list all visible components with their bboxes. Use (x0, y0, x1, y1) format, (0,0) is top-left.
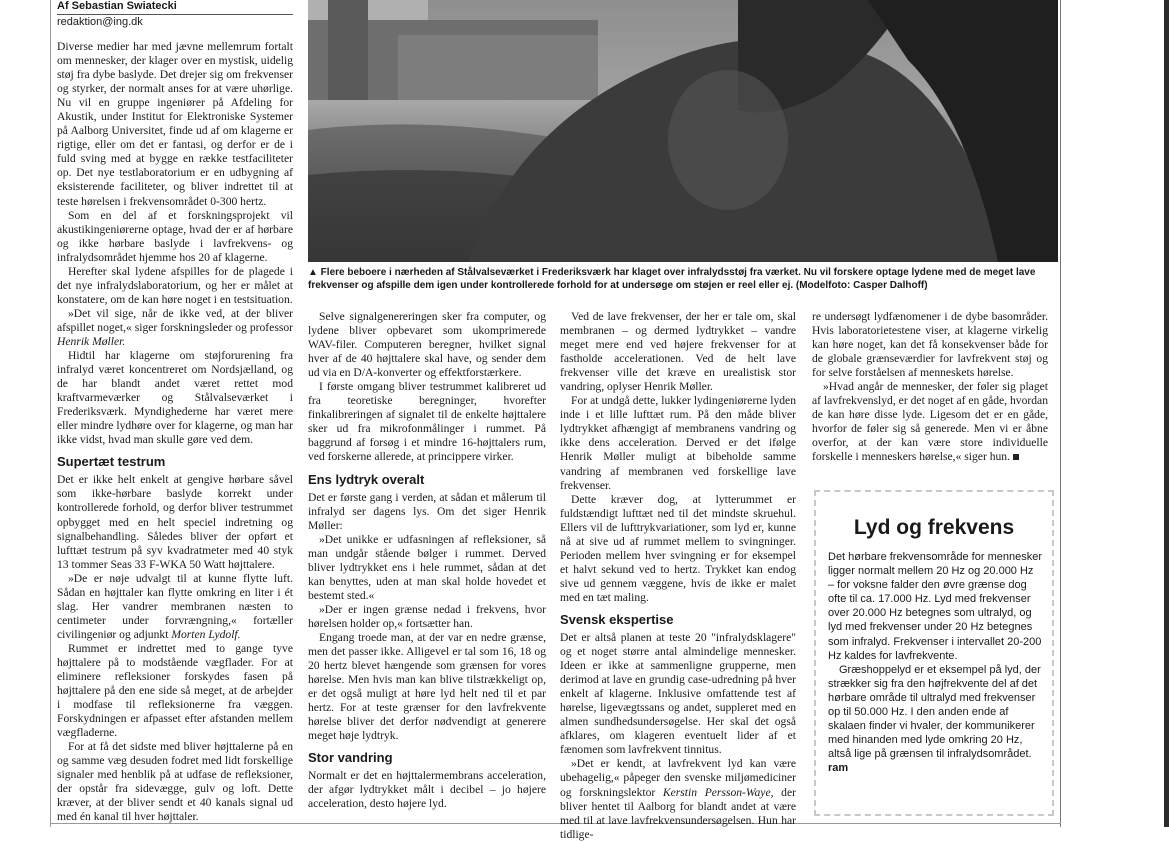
paragraph: Ved de lave frekvenser, der her er tale om, skal membranen – og dermed lydtrykket – vandre meget mere end ved højere frekvenser for at fastholde accelerationen. Ved de helt lave frekvenser ville det kræve en urealistisk stor vandring, oplyser Henrik Møller. (560, 310, 796, 394)
quote-text: der bliver hentet til Aalborg for blandt andet at være med til at lave lavfrekvensundersøgelsen. Hun har tidlige- (560, 785, 796, 841)
paragraph: Det hørbare frekvensområde for mennesker ligger normalt mellem 20 Hz og 20.000 Hz – for voksne falder den øvre grænse dog ofte til ca. 17.000 Hz. Lyd med frekvenser over 20.000 Hz betegnes som ultralyd, og lyd med frekvenser under 20 Hz betegnes som infralyd. Frekvenser i intervallet 20-200 Hz kaldes for lavfrekvente. (828, 551, 1042, 662)
paragraph: Selve signalgenereringen sker fra computer, og lydene bliver opbevaret som ukomprimerede WAV-filer. Computeren beregner, hvilket signal hver af de 40 højttalere skal have, og sender dem ud via en D/A-konverter og effektforstærkere. (308, 310, 546, 380)
quote-text: »Det er kendt, at lavfrekvent lyd kan være ubehagelig,« påpeger den svenske miljømediciner og forskningslektor (560, 757, 796, 799)
author-email: redaktion@ing.dk (57, 16, 143, 28)
photo-harbor-steelworks-icon (308, 0, 1058, 262)
paragraph (57, 307, 293, 349)
column-2 (308, 310, 546, 812)
paragraph: Dette kræver dog, at lytterummet er fuldstændigt lufttæt ned til det mindste skruehul. Ellers vil de lufttrykvariationer, som lyd er, kunne nå at sive ud af rummet mellem to svingninger. Perioden mellem hver svingning er for eksempel et halvt sekund ved to hertz. Trykket kan endog sive ud gennem væggene, hvis de ikke er malet med en tæt maling. (560, 492, 796, 604)
paragraph (57, 572, 293, 642)
page-left-rule (50, 0, 51, 827)
quote-text: »Det vil sige, når de ikke ved, at der bliver afspillet noget,« siger forskningsleder og professor (57, 306, 293, 334)
paragraph: Det er første gang i verden, at sådan et målerum til infralyd ser dagens lys. Om det siger Henrik Møller: (308, 490, 546, 532)
quote-text: »De er nøje udvalgt til at kunne flytte luft. Sådan en højttaler kan flytte omkring en liter i ét slag. Her vandrer membranen næsten to centimeter under forvrængning,« fortæller civilingeniør og adjunkt (57, 571, 293, 641)
paragraph: Normalt er det en højttalermembrans acceleration, der afgør lydtrykket målt i decibel – jo højere acceleration, desto højere lyd. (308, 769, 546, 811)
subheading: Svensk ekspertise (560, 611, 674, 627)
end-of-article-mark (1013, 454, 1019, 460)
paragraph: Hidtil har klagerne om støjforurening fra infralyd været koncentreret om Nordsjælland, og de har blandt andet været rettet mod kraftvarmeværker og Stålvalseværket i Frederiksværk. Myndighederne har været mere eller mindre lydhøre over for klagerne, og man har ikke vidst, hvad man skulle gøre ved dem. (57, 349, 293, 447)
paragraph: »Det unikke er udfasningen af refleksioner, så man undgår stående bølger i rummet. Derved bliver lydtrykket ens i hele rummet, sådan at det kan benyttes, uden at man skal holde hovedet et bestemt sted.« (308, 532, 546, 602)
paragraph (812, 380, 1048, 464)
signature: ram (828, 762, 849, 775)
column-4 (812, 310, 1048, 465)
column-3 (560, 310, 796, 842)
paragraph: For at få det sidste med bliver højttalerne på en og samme væg desuden fodret med lidt forskellige signaler med henblik på at udfase de refleksioner, der opstår fra sidevægge, gulv og loft. Dette kræver, at der bliver sendt et 40 kanals signal ud med én kanal til hver højttaler. (57, 740, 293, 824)
subheading: Supertæt testrum (57, 454, 166, 470)
fact-box-body (828, 550, 1042, 776)
paragraph (828, 663, 1042, 776)
fact-text: Græshoppelyd er et eksempel på lyd, der strækker sig fra den højfrekvente del af det hørbare område til ultralyd med frekvenser op til 50.000 Hz. I den anden ende af skalaen finder vi hvaler, der kommunikerer med hinanden med lyde omkring 20 Hz, altså lige på grænsen til infralydsområdet. (828, 663, 1041, 761)
paragraph: Som en del af et forskningsprojekt vil akustikingeniørerne optage, hvad der er af hørbare og ikke hørbare baslyde i lavfrekvens- og infralydsområdet hjemme hos 20 af klagerne. (57, 208, 293, 264)
person-name: Morten Lydolf. (171, 627, 241, 641)
subheading: Ens lydtryk overalt (308, 471, 425, 487)
byline-rule (57, 14, 293, 15)
subheading: Stor vandring (308, 750, 393, 766)
person-name: Henrik Møller. (57, 334, 126, 348)
paragraph (560, 757, 796, 841)
paragraph: For at undgå dette, lukker lydingeniørerne lyden inde i et lille lufttæt rum. På den måde bliver lydtrykket afhængigt af membranens vandring og ikke dens acceleration. Derved er det ifølge Henrik Møller muligt at bibeholde samme vandring af membranen ved forskellige lave frekvenser. (560, 394, 796, 492)
fact-box-title: Lyd og frekvens (853, 516, 1015, 539)
paragraph: Diverse medier har med jævne mellemrum fortalt om mennesker, der klager over en mystisk, uidelig støj fra dybe baslyde. Det drejer sig om frekvenser og styrker, der normalt anses for at være uhørlige. Nu vil en gruppe ingeniører på Afdeling for Akustik, under Institut for Elektroniske Systemer på Aalborg Universitet, finde ud af om klagerne er rigtige, eller om det er fantasi, og derfor er de i fuld sving med at bygge en række testfaciliteter op. Det nye testlaboratorium er en udbygning af eksisterende faciliteter, og bliver indrettet til at teste hørelsen i frekvensområdet 0-300 hertz. (57, 40, 293, 208)
paragraph: Rummet er indrettet med to gange tyve højttalere på to modstående vægflader. For at eliminere refleksioner forskydes fasen på højttalere på den ene side så meget, at de arbejder i modfase til refleksionerne fra væggen. Forskydningen er afpasset efter afstanden mellem vægfladerne. (57, 641, 293, 740)
page-right-rule (1060, 0, 1061, 827)
paragraph: Det er altså planen at teste 20 "infralydsklagere" og et noget større antal almindelige mennesker. Ideen er ikke at sammenligne grupperne, men derimod at lave en grundig case-udredning på hver enkelt af klagerne. Inklusive omfattende test af hørelse, ligevægtssans og andet, suppleret med en almen sundhedsundersøgelse. Her skal det også afklares, om klageren eventuelt lider af et fænomen som lavfrekvent tinnitus. (560, 630, 796, 757)
quote-text: »Hvad angår de mennesker, der føler sig plaget af lavfrekvenslyd, er det noget af en gåde, hvordan de kan høre disse lyde. Ligesom det er en gåde, hvorfor de føler sig så generede. Men vi er åbne overfor, at der kan være store individuelle forskelle i menneskers hørelse,« siger hun. (812, 380, 1048, 464)
paragraph: Herefter skal lydene afspilles for de plagede i det nye infralydslaboratorium, og her er målet at konstatere, om de kan høre noget i en testsituation. (57, 264, 293, 306)
column-1 (57, 40, 293, 825)
byline (57, 0, 293, 29)
paragraph: Engang troede man, at der var en nedre grænse, men det passer ikke. Alligevel er tal som 16, 18 og 20 hertz blevet hængende som grænsen for vores hørelse. Men hvis man kan blive tilstrækkeligt op, er det også muligt at høre lyd helt ned til et par hertz. For at teste grænser for den lavfrekvente hørelse bliver det derfor nødvendigt at generere meget høje lydtryk. (308, 630, 546, 743)
photo-caption: ▲ Flere beboere i nærheden af Stålvalseværket i Frederiksværk har klaget over infralydsstøj fra værket. Nu vil forskere optage lydene med de meget lave frekvenser og afspille dem igen under kontrollerede forhold for at undersøge om støjen er reel eller ej. (Modelfoto: Casper Dalhoff) (308, 267, 1036, 291)
fact-box (814, 490, 1054, 816)
scan-edge (1164, 0, 1169, 827)
paragraph: »Der er ingen grænse nedad i frekvens, hvor hørelsen holder op,« fortsætter han. (308, 602, 546, 630)
article-photo (308, 0, 1058, 262)
paragraph: I første omgang bliver testrummet kalibreret ud fra teoretiske beregninger, hvorefter finkalibreringen af signalet til de enkelte højttalere sker ud fra mikrofonmålinger i rummet. På baggrund af forsøg i et mindre 16-højttalers rum, ved forskerne allerede, at princippere virker. (308, 380, 546, 464)
paragraph: Det er ikke helt enkelt at gengive hørbare såvel som ikke-hørbare baslyde korrekt under kontrollerede forhold, og derfor bliver testrummet opbygget med en helt speciel indretning og signalbehandling. Således bliver der opført et lufttæt testrum på syv kvadratmeter med 40 styk 13 tommer Seas 33 F-WKA 50 Watt højttalere. (57, 473, 293, 571)
paragraph: re undersøgt lydfænomener i de dybe basområder. Hvis laboratorietestene viser, at klagerne virkelig kan høre noget, kan det få konsekvenser både for de globale grænseværdier for lavfrekvent støj og for selve forståelsen af menneskets hørelse. (812, 310, 1048, 380)
author-name: Af Sebastian Swiatecki (57, 0, 177, 12)
person-name: Kerstin Persson-Waye, (662, 785, 774, 799)
